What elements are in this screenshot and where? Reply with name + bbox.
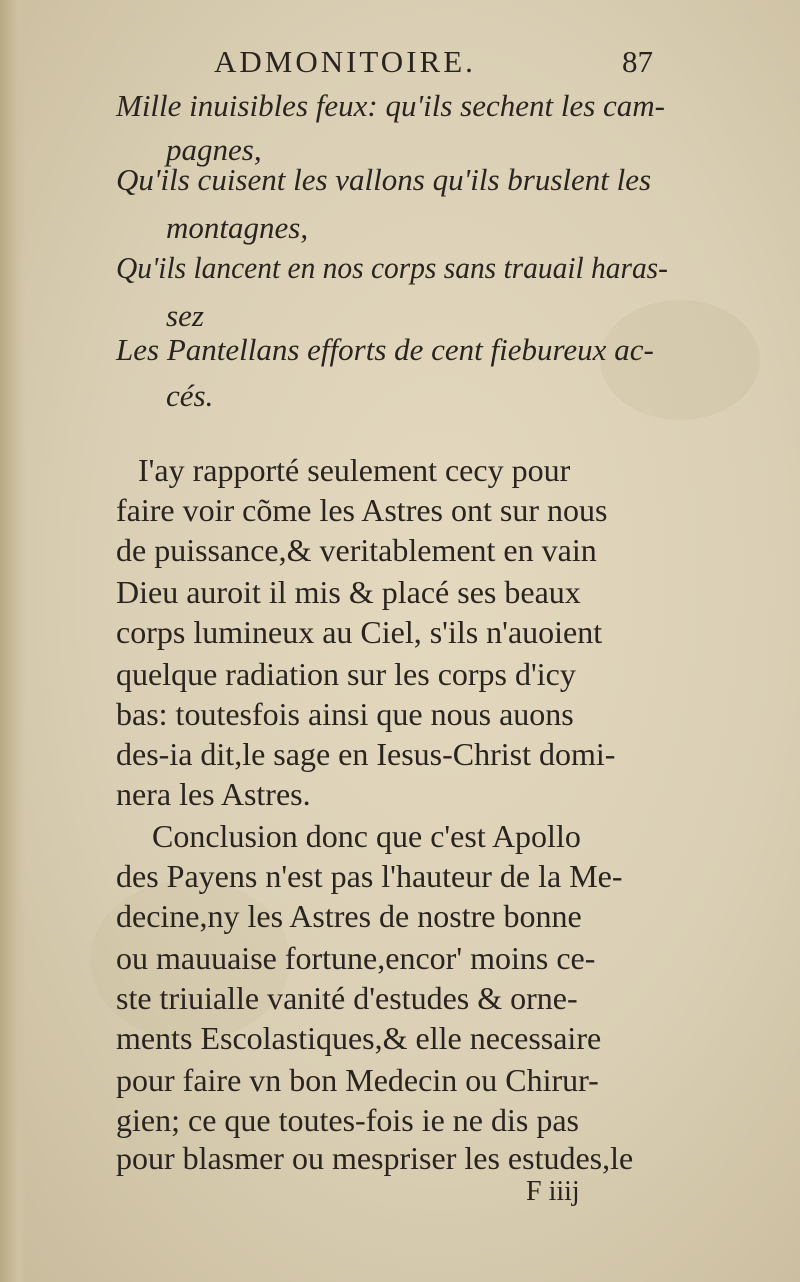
page-number: 87 — [622, 44, 653, 79]
signature-mark: F iiij — [526, 1176, 580, 1207]
verse-line: sez — [166, 298, 204, 333]
text-line: I'ay rapporté seulement cecy pour — [138, 452, 571, 488]
text-line: corps lumineux au Ciel, s'ils n'auoient — [116, 614, 603, 650]
text-line: nera les Astres. — [116, 776, 311, 812]
page-gutter-shadow — [0, 0, 26, 1282]
verse-line: Les Pantellans efforts de cent fiebureux ac- — [116, 332, 654, 367]
running-title: ADMONITOIRE. — [214, 44, 476, 79]
text-line: des Payens n'est pas l'hauteur de la Me- — [116, 858, 623, 894]
text-line: ments Escolastiques,& elle necessaire — [116, 1020, 602, 1056]
verse-line: montagnes, — [166, 210, 309, 245]
page-header — [0, 44, 800, 84]
text-line: Dieu auroit il mis & placé ses beaux — [116, 574, 581, 610]
text-line: gien; ce que toutes-fois ie ne dis pas — [116, 1102, 579, 1138]
verse-line: Qu'ils lancent en nos corps sans trauail haras- — [116, 250, 668, 285]
verse-line: Qu'ils cuisent les vallons qu'ils bruslent les — [116, 162, 652, 197]
verse-line: Mille inuisibles feux: qu'ils sechent les cam- — [116, 88, 665, 123]
verse-line: cés. — [166, 378, 214, 413]
text-line: des-ia dit,le sage en Iesus-Christ domi- — [116, 736, 616, 772]
text-line: decine,ny les Astres de nostre bonne — [116, 898, 582, 934]
text-line: de puissance,& veritablement en vain — [116, 532, 597, 568]
text-line: ste triuialle vanité d'estudes & orne- — [116, 980, 578, 1016]
text-line: quelque radiation sur les corps d'icy — [116, 656, 576, 692]
text-line: Conclusion donc que c'est Apollo — [152, 818, 581, 854]
verse-line: pagnes, — [166, 132, 262, 167]
text-line: pour faire vn bon Medecin ou Chirur- — [116, 1062, 599, 1098]
text-line: ou mauuaise fortune,encor' moins ce- — [116, 940, 596, 976]
text-line: pour blasmer ou mespriser les estudes,le — [116, 1140, 634, 1176]
text-line: bas: toutesfois ainsi que nous auons — [116, 696, 574, 732]
text-line: faire voir cõme les Astres ont sur nous — [116, 492, 608, 528]
